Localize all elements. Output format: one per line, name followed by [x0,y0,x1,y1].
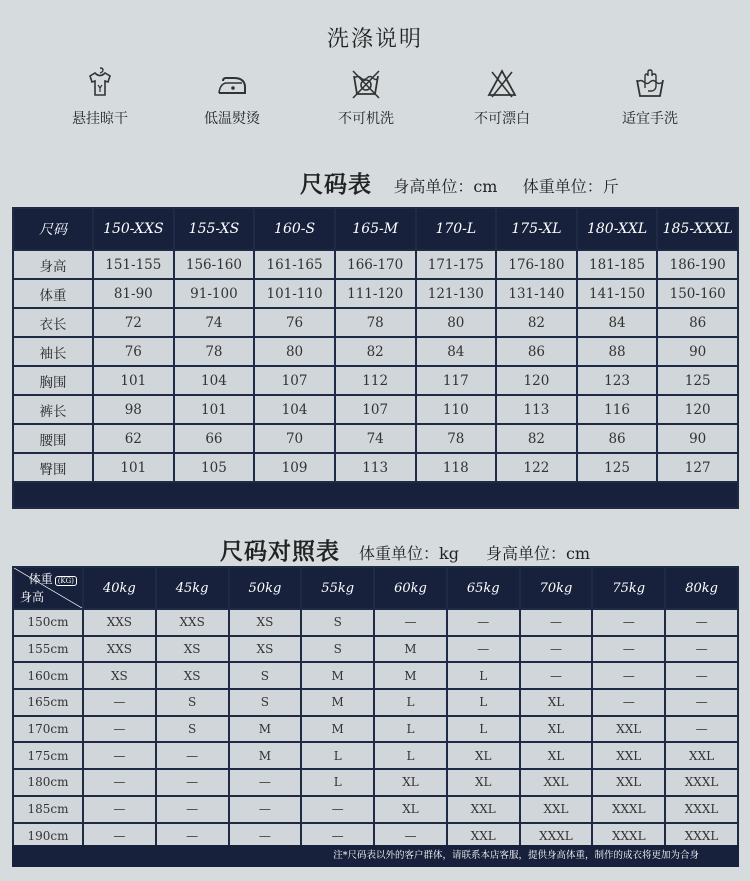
table-row [13,424,738,453]
table-cell: 104 [254,395,335,424]
table-cell: — [156,823,229,850]
table-row [13,366,738,395]
table-cell: XS [156,662,229,689]
table-cell: 88 [577,337,658,366]
height-unit-note: 身高单位：cm [485,544,591,563]
header-cell: 160-S [254,208,335,250]
table-cell: 74 [335,424,416,453]
header-cell: 155-XS [174,208,255,250]
height-unit-note: 身高单位：cm [393,177,498,196]
table-cell: — [83,796,156,823]
table-cell: 74 [174,308,255,337]
weight-unit-note: 体重单位：斤 [522,177,619,196]
table-cell: L [447,662,520,689]
table-cell: L [447,689,520,716]
care-item-no-machine-wash [306,66,426,128]
table-cell: M [374,636,447,663]
row-header-cell: 150cm [13,609,83,636]
table-cell: 82 [335,337,416,366]
table-cell: 161-165 [254,250,335,279]
table-cell: — [229,823,302,850]
header-cell: 50kg [229,567,302,609]
table-cell: 80 [254,337,335,366]
note-bar [12,845,739,867]
table-cell: XXL [520,796,593,823]
table-cell: XXL [520,769,593,796]
table-cell: XS [156,636,229,663]
table-cell: XXL [592,742,665,769]
care-label: 悬挂晾干 [72,111,128,127]
table-cell: XL [520,716,593,743]
header-cell: 175-XL [496,208,577,250]
table-cell: L [374,716,447,743]
table-cell: XXXL [520,823,593,850]
table-cell: — [592,636,665,663]
table-cell: — [156,796,229,823]
table-cell: — [665,609,738,636]
table-cell: — [592,609,665,636]
header-cell: 170-L [416,208,497,250]
table-cell: M [374,662,447,689]
table-cell: 82 [496,308,577,337]
table-cell: — [520,609,593,636]
table-cell: M [301,716,374,743]
table-cell: 91-100 [174,279,255,308]
table-cell: 105 [174,453,255,482]
table-cell: L [447,716,520,743]
header-cell: 45kg [156,567,229,609]
corner-height-label: 身高 [20,590,45,604]
table-cell: 78 [335,308,416,337]
table-cell: XS [229,636,302,663]
table-row [13,716,738,743]
table-cell: S [301,609,374,636]
care-label: 不可机洗 [338,111,394,127]
header-cell: 尺码 [13,208,93,250]
table-cell: 101 [93,453,174,482]
table-cell: — [156,742,229,769]
table-cell: 181-185 [577,250,658,279]
table-row [13,279,738,308]
low-iron-icon [214,66,250,102]
table-cell: — [229,769,302,796]
row-header-cell: 175cm [13,742,83,769]
table-cell: — [592,662,665,689]
table-row [13,395,738,424]
table-cell: XXXL [592,796,665,823]
table-cell: 81-90 [93,279,174,308]
table-cell: — [83,716,156,743]
table-cell: XS [83,662,156,689]
table-cell: 72 [93,308,174,337]
row-header-cell: 190cm [13,823,83,850]
table-row [13,636,738,663]
table-cell: 78 [416,424,497,453]
table-cell: 176-180 [496,250,577,279]
size-reference-table [12,566,739,850]
table-cell: XL [374,796,447,823]
table-cell: — [83,823,156,850]
table-cell: 78 [174,337,255,366]
table-cell: 101-110 [254,279,335,308]
row-header-cell: 180cm [13,769,83,796]
table-cell: L [301,769,374,796]
row-header-cell: 185cm [13,796,83,823]
table-cell: 127 [657,453,738,482]
table-cell: 141-150 [577,279,658,308]
header-cell: 80kg [665,567,738,609]
table-cell: XXL [447,823,520,850]
corner-cell [13,567,83,609]
table-cell: — [83,689,156,716]
table-cell: 122 [496,453,577,482]
table-cell: S [156,689,229,716]
table-cell: 82 [496,424,577,453]
table-cell: 150-160 [657,279,738,308]
row-header-cell: 袖长 [13,337,93,366]
table-cell: — [665,689,738,716]
care-item-hang-dry [40,66,160,128]
row-header-cell: 155cm [13,636,83,663]
header-cell: 60kg [374,567,447,609]
row-header-cell: 170cm [13,716,83,743]
table-cell: — [83,742,156,769]
table-cell: — [83,769,156,796]
note-text: 注*尺码表以外的客户群体，请联系本店客服，提供身高体重，制作的成衣将更加为合身 [333,850,699,861]
header-cell: 75kg [592,567,665,609]
table-cell: — [665,662,738,689]
table-row [13,337,738,366]
table-cell: 112 [335,366,416,395]
table-cell: 90 [657,424,738,453]
table-cell: M [301,689,374,716]
hang-dry-icon [82,66,118,102]
footer-bar [13,482,738,508]
table-cell: — [520,636,593,663]
table-cell: M [301,662,374,689]
table-cell: — [447,636,520,663]
table-cell: M [229,742,302,769]
table-cell: 107 [254,366,335,395]
size-table-title: 尺码表 [300,171,372,198]
table-cell: 76 [254,308,335,337]
care-icons-row [0,66,750,136]
table-cell: L [374,742,447,769]
table-cell: 125 [577,453,658,482]
table-cell: 117 [416,366,497,395]
table-cell: XL [374,769,447,796]
header-cell: 70kg [520,567,593,609]
care-label: 适宜手洗 [622,111,678,127]
table-cell: 80 [416,308,497,337]
no-machine-wash-icon [348,66,384,102]
table-cell: 66 [174,424,255,453]
row-header-cell: 裤长 [13,395,93,424]
size-table-header [13,208,738,250]
row-header-cell: 臀围 [13,453,93,482]
ref-table-header [13,567,738,609]
table-cell: 120 [657,395,738,424]
table-cell: 123 [577,366,658,395]
table-cell: XXS [83,609,156,636]
table-cell: L [301,742,374,769]
table-cell: S [301,636,374,663]
table-cell: 107 [335,395,416,424]
table-cell: XXL [592,716,665,743]
header-cell: 55kg [301,567,374,609]
table-cell: XXL [665,742,738,769]
header-cell: 150-XXS [93,208,174,250]
table-cell: XL [520,689,593,716]
table-cell: 86 [577,424,658,453]
header-cell: 180-XXL [577,208,658,250]
table-cell: — [374,609,447,636]
table-cell: 98 [93,395,174,424]
table-cell: 116 [577,395,658,424]
table-row [13,769,738,796]
header-cell: 40kg [83,567,156,609]
table-row [13,609,738,636]
table-row [13,453,738,482]
table-row [13,796,738,823]
table-cell: XXS [156,609,229,636]
table-cell: S [229,662,302,689]
table-cell: S [156,716,229,743]
care-item-hand-wash [590,66,710,128]
table-row [13,689,738,716]
table-cell: 110 [416,395,497,424]
table-cell: 84 [416,337,497,366]
table-cell: XXXL [665,769,738,796]
table-row [13,662,738,689]
table-cell: — [592,689,665,716]
table-cell: — [301,796,374,823]
table-cell: XL [447,742,520,769]
care-label: 不可漂白 [474,111,530,127]
table-cell: — [301,823,374,850]
table-cell: 156-160 [174,250,255,279]
table-row [13,308,738,337]
header-cell: 165-M [335,208,416,250]
weight-unit-note: 体重单位：kg [359,544,459,563]
table-cell: 121-130 [416,279,497,308]
table-cell: 86 [657,308,738,337]
table-cell: 76 [93,337,174,366]
table-cell: — [520,662,593,689]
table-row [13,742,738,769]
table-cell: 171-175 [416,250,497,279]
table-cell: 84 [577,308,658,337]
row-header-cell: 腰围 [13,424,93,453]
table-cell: XL [447,769,520,796]
table-cell: XXL [592,769,665,796]
table-cell: 101 [93,366,174,395]
table-cell: 120 [496,366,577,395]
table-cell: XXXL [592,823,665,850]
table-cell: 125 [657,366,738,395]
ref-table-title-row [220,533,590,566]
row-header-cell: 胸围 [13,366,93,395]
table-cell: — [156,769,229,796]
corner-weight-label: 体重 (KG) [29,570,77,587]
row-header-cell: 身高 [13,250,93,279]
table-cell: 186-190 [657,250,738,279]
table-cell: 118 [416,453,497,482]
table-row [13,250,738,279]
table-cell: 113 [496,395,577,424]
hand-wash-icon [632,66,668,102]
wash-instructions-title: 洗涤说明 [326,27,423,52]
table-cell: M [229,716,302,743]
table-cell: — [447,609,520,636]
table-cell: — [374,823,447,850]
row-header-cell: 衣长 [13,308,93,337]
size-table-title-row [300,166,619,199]
table-cell: 151-155 [93,250,174,279]
no-bleach-icon [484,66,520,102]
table-cell: L [374,689,447,716]
table-cell: 86 [496,337,577,366]
table-cell: 109 [254,453,335,482]
table-cell: XS [229,609,302,636]
table-cell: XXXL [665,823,738,850]
size-table [12,207,739,509]
table-cell: XXXL [665,796,738,823]
header-cell: 185-XXXL [657,208,738,250]
ref-table-title: 尺码对照表 [220,538,340,565]
header-cell: 65kg [447,567,520,609]
table-cell: 131-140 [496,279,577,308]
table-cell: 104 [174,366,255,395]
table-cell: 101 [174,395,255,424]
table-cell: — [665,716,738,743]
row-header-cell: 体重 [13,279,93,308]
table-cell: XXS [83,636,156,663]
table-cell: 90 [657,337,738,366]
table-cell: — [229,796,302,823]
table-cell: 166-170 [335,250,416,279]
table-cell: XL [520,742,593,769]
table-cell: 62 [93,424,174,453]
size-table-footer-bar [13,482,738,508]
table-cell: S [229,689,302,716]
table-cell: — [665,636,738,663]
care-label: 低温熨烫 [204,111,260,127]
table-cell: 70 [254,424,335,453]
care-item-no-bleach [442,66,562,128]
row-header-cell: 165cm [13,689,83,716]
table-cell: 111-120 [335,279,416,308]
table-cell: XXL [447,796,520,823]
row-header-cell: 160cm [13,662,83,689]
table-cell: 113 [335,453,416,482]
care-item-low-iron [172,66,292,128]
